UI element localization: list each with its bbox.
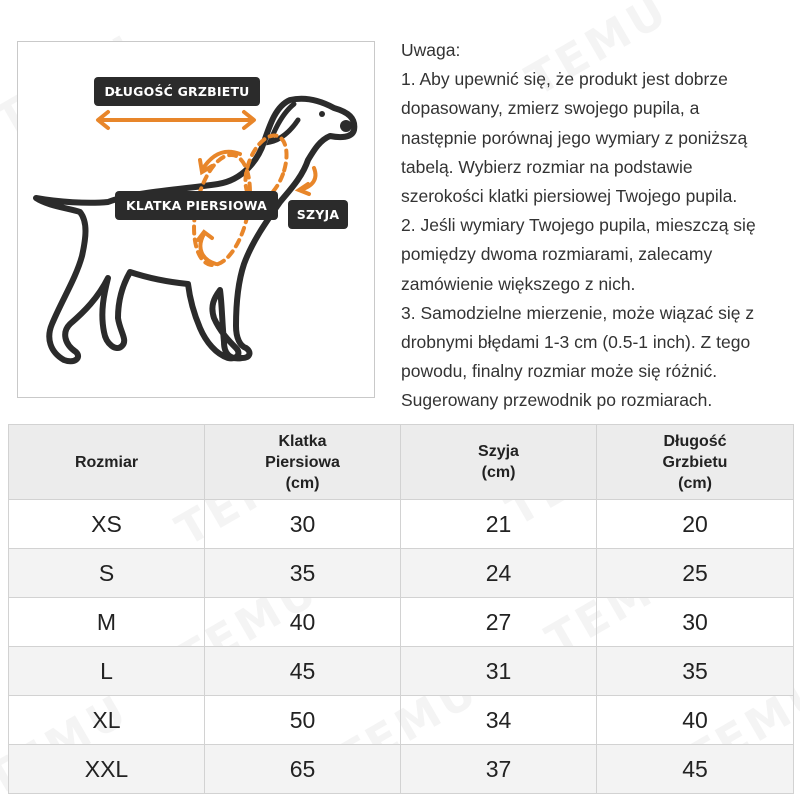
header-line: (cm) — [481, 464, 516, 481]
cell-neck: 21 — [401, 500, 597, 549]
header-neck — [401, 425, 597, 500]
cell-chest: 35 — [205, 549, 401, 598]
table-row — [9, 598, 794, 647]
notes-line: zamówienie większego z nich. — [401, 273, 636, 294]
cell-neck: 27 — [401, 598, 597, 647]
table-row — [9, 500, 794, 549]
header-line: Piersiowa — [265, 453, 340, 471]
cell-back-length: 30 — [597, 598, 794, 647]
notes-line: tabelą. Wybierz rozmiar na podstawie — [401, 156, 693, 177]
cell-neck: 31 — [401, 647, 597, 696]
cell-chest: 40 — [205, 598, 401, 647]
header-chest — [205, 425, 401, 500]
notes-line: szerokości klatki piersiowej Twojego pupila. — [401, 185, 738, 206]
header-size — [9, 425, 205, 500]
cell-back-length: 25 — [597, 549, 794, 598]
header-back-length — [597, 425, 794, 500]
notes-line: 1. Aby upewnić się, że produkt jest dobrze — [401, 69, 728, 90]
table-row — [9, 549, 794, 598]
notes-line: następnie porównaj jego wymiary z poniższą — [401, 127, 748, 148]
notes-line: Uwaga: — [401, 40, 461, 60]
size-table — [8, 424, 794, 794]
notes-line: 3. Samodzielne mierzenie, może wiązać się z — [401, 302, 755, 323]
label-neck: SZYJA — [288, 200, 348, 229]
cell-neck: 24 — [401, 549, 597, 598]
header-line: Długość — [663, 432, 727, 450]
table-header-row — [9, 425, 794, 500]
header-line: Klatka — [278, 432, 327, 450]
cell-back-length: 45 — [597, 745, 794, 794]
notes-line: 2. Jeśli wymiary Twojego pupila, mieszczą się — [401, 215, 756, 236]
cell-back-length: 35 — [597, 647, 794, 696]
cell-back-length: 40 — [597, 696, 794, 745]
cell-chest: 50 — [205, 696, 401, 745]
cell-back-length: 20 — [597, 500, 794, 549]
cell-size: XL — [9, 696, 205, 745]
cell-size: XXL — [9, 745, 205, 794]
cell-size: S — [9, 549, 205, 598]
header-line: Grzbietu — [662, 453, 728, 471]
table-row — [9, 647, 794, 696]
label-chest: KLATKA PIERSIOWA — [115, 191, 278, 220]
notes-line: dopasowany, zmierz swojego pupila, a — [401, 98, 700, 119]
header-line: Szyja — [478, 443, 519, 460]
header-line: Rozmiar — [74, 453, 139, 471]
cell-neck: 34 — [401, 696, 597, 745]
cell-neck: 37 — [401, 745, 597, 794]
notes-line: powodu, finalny rozmiar może się różnić. — [401, 361, 718, 382]
cell-size: XS — [9, 500, 205, 549]
header-line: (cm) — [285, 474, 320, 492]
cell-size: M — [9, 598, 205, 647]
label-back-length: DŁUGOŚĆ GRZBIETU — [94, 77, 260, 106]
notes-line: drobnymi błędami 1-3 cm (0.5-1 inch). Z tego — [401, 331, 751, 352]
notes-line: pomiędzy dwoma rozmiarami, zalecamy — [401, 244, 713, 265]
notes-line: Sugerowany przewodnik po rozmiarach. — [401, 390, 713, 411]
cell-size: L — [9, 647, 205, 696]
cell-chest: 30 — [205, 500, 401, 549]
cell-chest: 65 — [205, 745, 401, 794]
cell-chest: 45 — [205, 647, 401, 696]
measurement-figure — [17, 41, 375, 398]
table-row — [9, 696, 794, 745]
table-row — [9, 745, 794, 794]
header-line: (cm) — [678, 474, 712, 492]
notes — [401, 36, 797, 415]
